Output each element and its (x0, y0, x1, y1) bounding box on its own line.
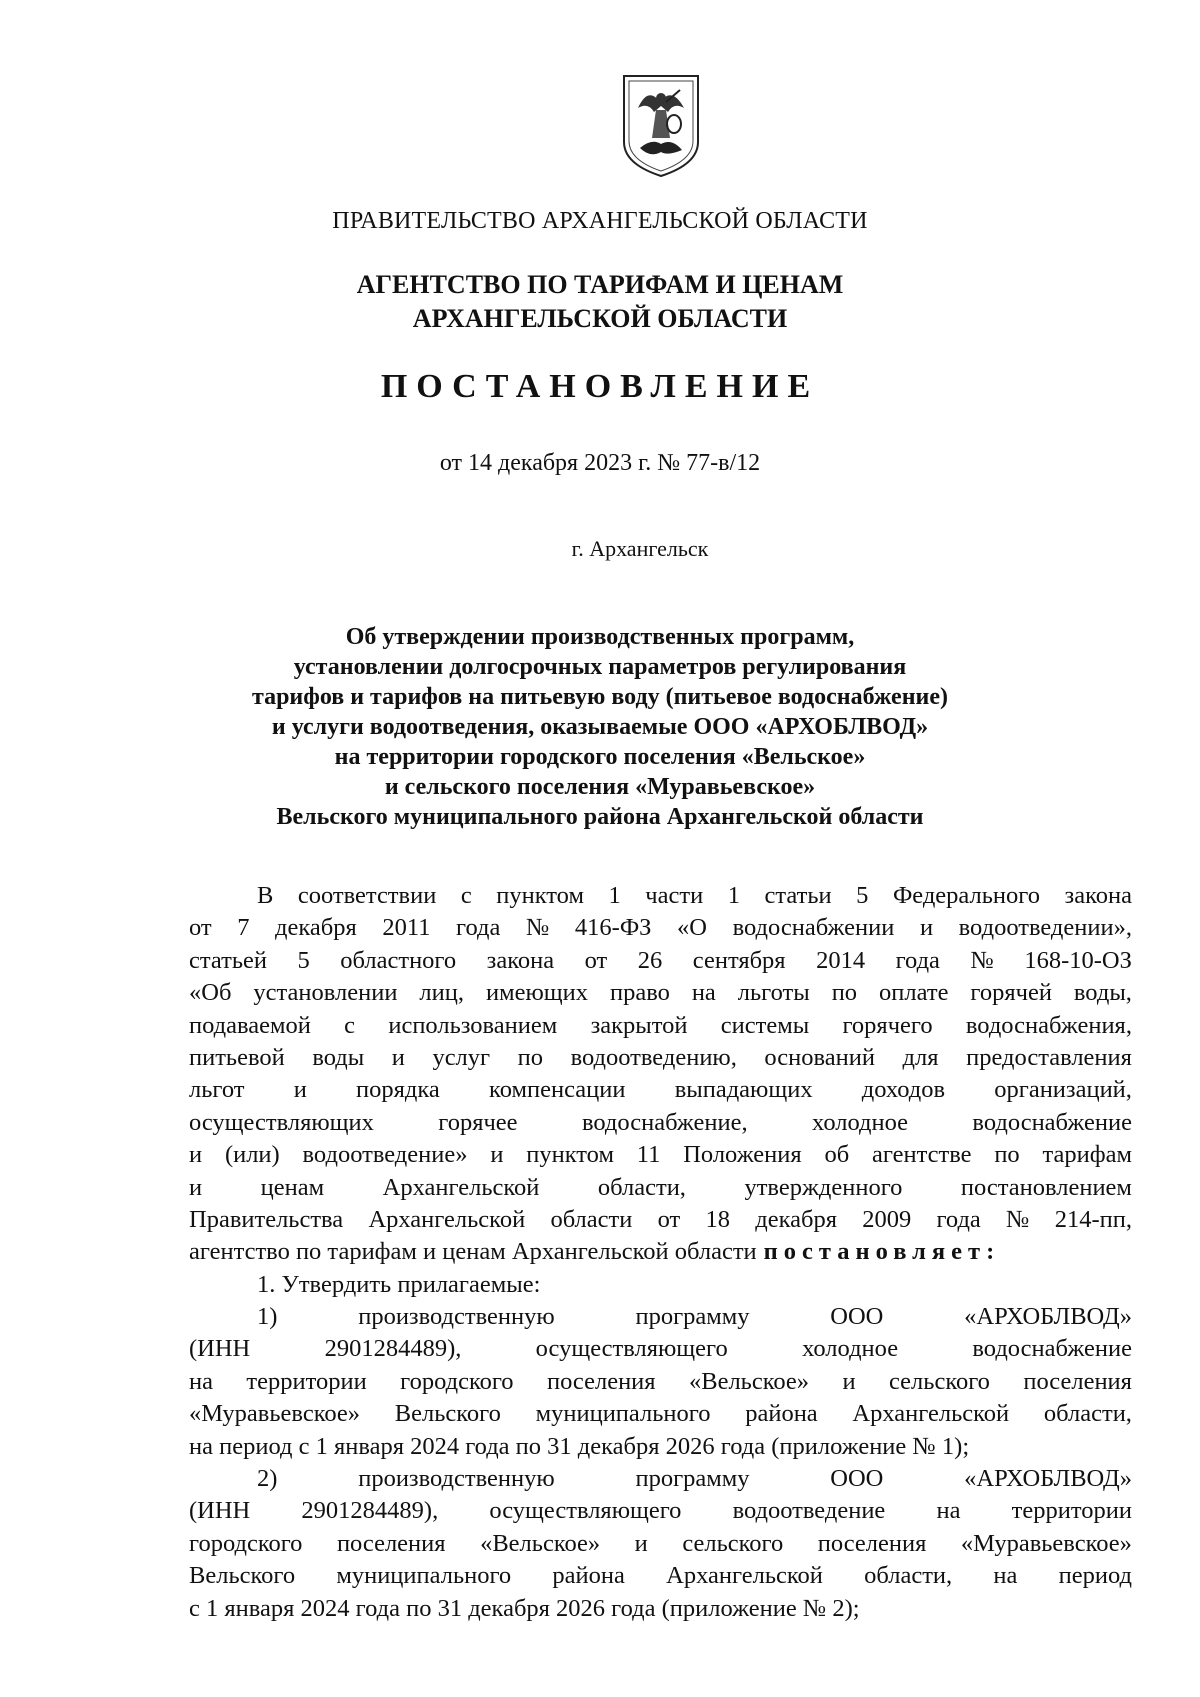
document-type: ПОСТАНОВЛЕНИЕ (380, 368, 820, 405)
body-line: и ценам Архангельской области, утвержденного постановлением (189, 1173, 1132, 1201)
body-line: городского поселения «Вельское» и сельского поселения «Муравьевское» (189, 1529, 1132, 1557)
body-line (189, 1431, 1132, 1463)
body-line: В соответствии с пунктом 1 части 1 статьи 5 Федерального закона (257, 882, 1132, 909)
title-line: тарифов и тарифов на питьевую воду (питьевое водоснабжение) (251, 684, 949, 710)
body-line: льгот и порядка компенсации выпадающих доходов организаций, (189, 1076, 1132, 1104)
title-line: установлении долгосрочных параметров регулирования (293, 654, 907, 680)
agency-name-line1: АГЕНТСТВО ПО ТАРИФАМ И ЦЕНАМ (356, 270, 844, 299)
body-line: Правительства Архангельской области от 18 декабря 2009 года № 214-пп, (189, 1205, 1132, 1233)
body-line: на территории городского поселения «Вельское» и сельского поселения (189, 1367, 1132, 1395)
title-line: Вельского муниципального района Архангельской области (276, 804, 924, 830)
title-line: Об утверждении производственных программ, (345, 624, 855, 650)
document-city: г. Архангельск (571, 536, 709, 561)
agency-name (0, 268, 1200, 336)
document-date-number: от 14 декабря 2023 г. № 77-в/12 (439, 450, 761, 476)
body-line: от 7 декабря 2011 года № 416-ФЗ «О водоснабжении и водоотведении», (189, 914, 1132, 942)
body-line-text: с 1 января 2024 года по 31 декабря 2026 года (приложение № 2); (189, 1594, 860, 1622)
agency-name-line2: АРХАНГЕЛЬСКОЙ ОБЛАСТИ (412, 304, 788, 333)
item-1 (189, 1269, 1132, 1301)
title-line: и услуги водоотведения, оказываемые ООО «АРХОБЛВОД» (271, 714, 929, 740)
body-line: 2) производственную программу ООО «АРХОБЛВОД» (257, 1465, 1132, 1493)
title-line: на территории городского поселения «Вельское» (334, 744, 866, 770)
resolves-word: постановляет: (763, 1238, 1001, 1266)
body-line (189, 1593, 1132, 1625)
body-line-resolves (189, 1236, 1132, 1268)
body-line-text: агентство по тарифам и ценам Архангельской области (189, 1238, 757, 1266)
body-line: статьей 5 областного закона от 26 сентября 2014 года № 168-10-ОЗ (189, 946, 1132, 974)
government-name: ПРАВИТЕЛЬСТВО АРХАНГЕЛЬСКОЙ ОБЛАСТИ (332, 208, 868, 234)
body-line: 1) производственную программу ООО «АРХОБЛВОД» (257, 1303, 1132, 1331)
body-line: Вельского муниципального района Архангельской области, на период (189, 1562, 1132, 1590)
body-line: (ИНН 2901284489), осуществляющего водоотведение на территории (189, 1497, 1132, 1525)
body-line: питьевой воды и услуг по водоотведению, оснований для предоставления (189, 1043, 1132, 1071)
body-line: подаваемой с использованием закрытой системы горячего водоснабжения, (189, 1011, 1132, 1039)
body-line: осуществляющих горячее водоснабжение, холодное водоснабжение (189, 1108, 1132, 1136)
body-line: и (или) водоотведение» и пунктом 11 Положения об агентстве по тарифам (189, 1141, 1132, 1169)
body-line: (ИНН 2901284489), осуществляющего холодное водоснабжение (189, 1335, 1132, 1363)
item-1-text: 1. Утвердить прилагаемые: (257, 1270, 541, 1298)
body-line: «Муравьевское» Вельского муниципального района Архангельской области, (189, 1400, 1132, 1428)
document-title (0, 622, 1200, 832)
body-line: «Об установлении лиц, имеющих право на льготы по оплате горячей воды, (189, 979, 1132, 1007)
archangel-coat-of-arms-icon (620, 72, 702, 180)
body-line-text: на период с 1 января 2024 года по 31 декабря 2026 года (приложение № 1); (189, 1432, 970, 1460)
document-body (189, 880, 1132, 1625)
title-line: и сельского поселения «Муравьевское» (384, 774, 816, 800)
